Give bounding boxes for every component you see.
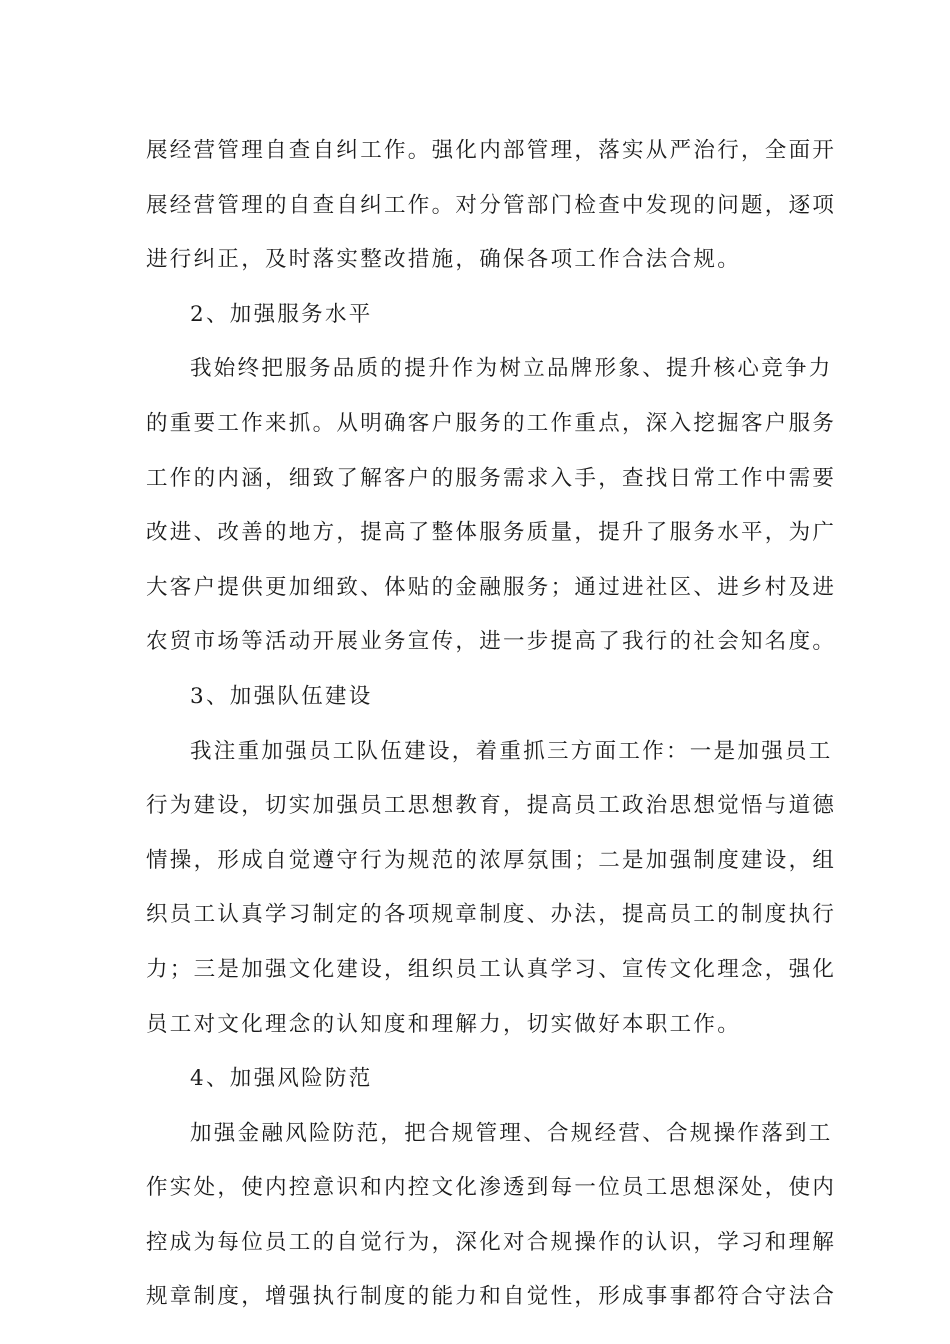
text-line: 行为建设，切实加强员工思想教育，提高员工政治思想觉悟与道德 <box>146 793 837 819</box>
text-line: 的重要工作来抓。从明确客户服务的工作重点，深入挖掘客户服务 <box>146 410 837 436</box>
document-body <box>146 124 837 1325</box>
text-line: 改进、改善的地方，提高了整体服务质量，提升了服务水平，为广 <box>146 520 837 546</box>
text-line: 我始终把服务品质的提升作为树立品牌形象、提升核心竞争力 <box>190 356 833 382</box>
text-line: 大客户提供更加细致、体贴的金融服务；通过进社区、进乡村及进 <box>146 574 837 600</box>
text-line: 我注重加强员工队伍建设，着重抓三方面工作：一是加强员工 <box>190 738 833 764</box>
text-line: 展经营管理自查自纠工作。强化内部管理，落实从严治行，全面开 <box>146 138 837 163</box>
text-line: 作实处，使内控意识和内控文化渗透到每一位员工思想深处，使内 <box>146 1175 837 1201</box>
text-line: 员工对文化理念的认知度和理解力，切实做好本职工作。 <box>146 1011 742 1037</box>
text-line: 情操，形成自觉遵守行为规范的浓厚氛围；二是加强制度建设，组 <box>146 847 837 873</box>
text-line: 工作的内涵，细致了解客户的服务需求入手，查找日常工作中需要 <box>146 465 837 491</box>
text-line: 规章制度，增强执行制度的能力和自觉性，形成事事都符合守法合 <box>146 1284 837 1310</box>
text-line: 农贸市场等活动开展业务宣传，进一步提高了我行的社会知名度。 <box>146 629 837 655</box>
text-line: 3、加强队伍建设 <box>190 683 373 709</box>
text-line: 4、加强风险防范 <box>190 1066 373 1092</box>
text-line: 织员工认真学习制定的各项规章制度、办法，提高员工的制度执行 <box>146 902 837 928</box>
text-line: 进行纠正，及时落实整改措施，确保各项工作合法合规。 <box>146 247 742 273</box>
text-line: 力；三是加强文化建设，组织员工认真学习、宣传文化理念，强化 <box>146 956 837 982</box>
text-line: 2、加强服务水平 <box>190 301 373 327</box>
text-line: 加强金融风险防范，把合规管理、合规经营、合规操作落到工 <box>190 1120 833 1146</box>
text-line: 控成为每位员工的自觉行为，深化对合规操作的认识，学习和理解 <box>146 1229 837 1255</box>
text-line: 展经营管理的自查自纠工作。对分管部门检查中发现的问题，逐项 <box>146 192 837 218</box>
